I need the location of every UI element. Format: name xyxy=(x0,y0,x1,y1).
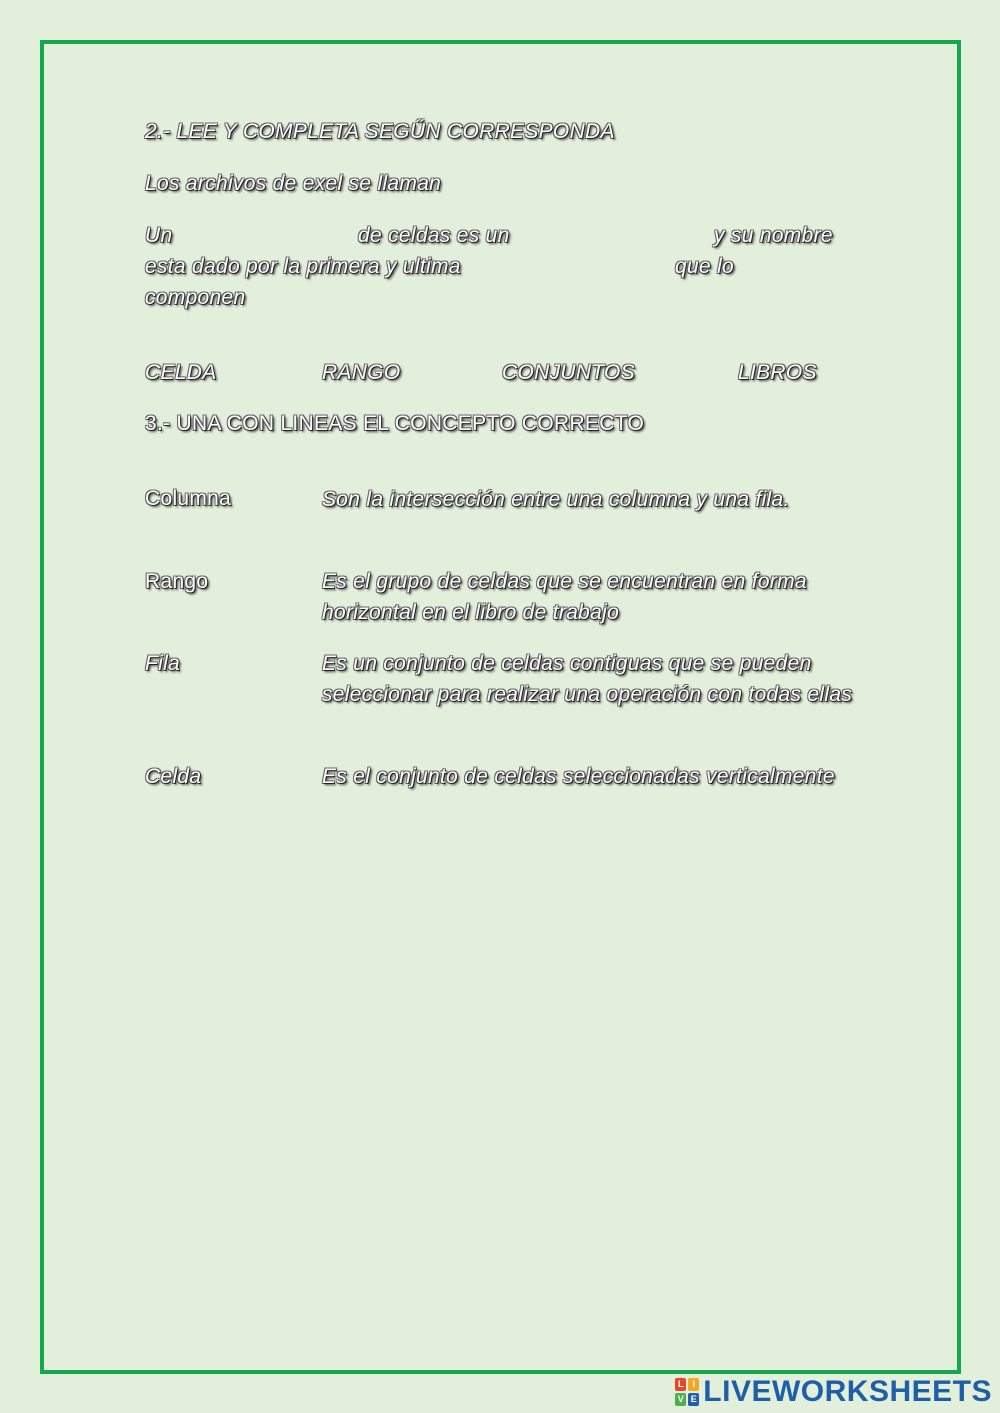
section3-heading: 3.- UNA CON LINEAS EL CONCEPTO CORRECTO xyxy=(145,412,645,435)
para-esta-dado: esta dado por la primera y ultima xyxy=(145,255,461,278)
para-un: Un xyxy=(145,224,173,247)
logo-text: LIVEWORKSHEETS xyxy=(703,1375,992,1408)
definition-3: Es un conjunto de celdas contiguas que se pueden seleccionar para realizar una operación con todas ellas xyxy=(322,652,853,706)
term-rango: Rango xyxy=(145,570,209,593)
definition-2: Es el grupo de celdas que se encuentran en forma horizontal en el libro de trabajo xyxy=(322,570,807,624)
definition-4: Es el conjunto de celdas seleccionadas verticalmente xyxy=(322,765,835,788)
word-bank-celda: CELDA xyxy=(145,361,217,384)
word-bank-libros: LIBROS xyxy=(738,361,817,384)
term-columna: Columna xyxy=(145,487,232,510)
logo-mark-icon xyxy=(675,1378,699,1406)
para-de-celdas: de celdas es un xyxy=(358,224,510,247)
section2-line1: Los archivos de exel se llaman xyxy=(145,172,442,195)
liveworksheets-logo[interactable] xyxy=(675,1375,992,1409)
term-fila: Fila xyxy=(145,652,181,675)
logo-letter-i: I xyxy=(688,1378,699,1391)
term-celda: Celda xyxy=(145,765,202,788)
para-que-lo: que lo xyxy=(675,255,735,278)
para-componen: componen xyxy=(145,286,246,309)
logo-letter-l: L xyxy=(675,1378,686,1391)
logo-letter-e: E xyxy=(688,1393,699,1406)
definition-1: Son la intersección entre una columna y una fila. xyxy=(322,488,790,511)
word-bank-rango: RANGO xyxy=(322,361,401,384)
logo-letter-v: V xyxy=(675,1393,686,1406)
word-bank-conjuntos: CONJUNTOS xyxy=(502,361,635,384)
section2-heading: 2.- LEE Y COMPLETA SEGŰN CORRESPONDA xyxy=(145,120,615,143)
para-y-su-nombre: y su nombre xyxy=(714,224,833,247)
